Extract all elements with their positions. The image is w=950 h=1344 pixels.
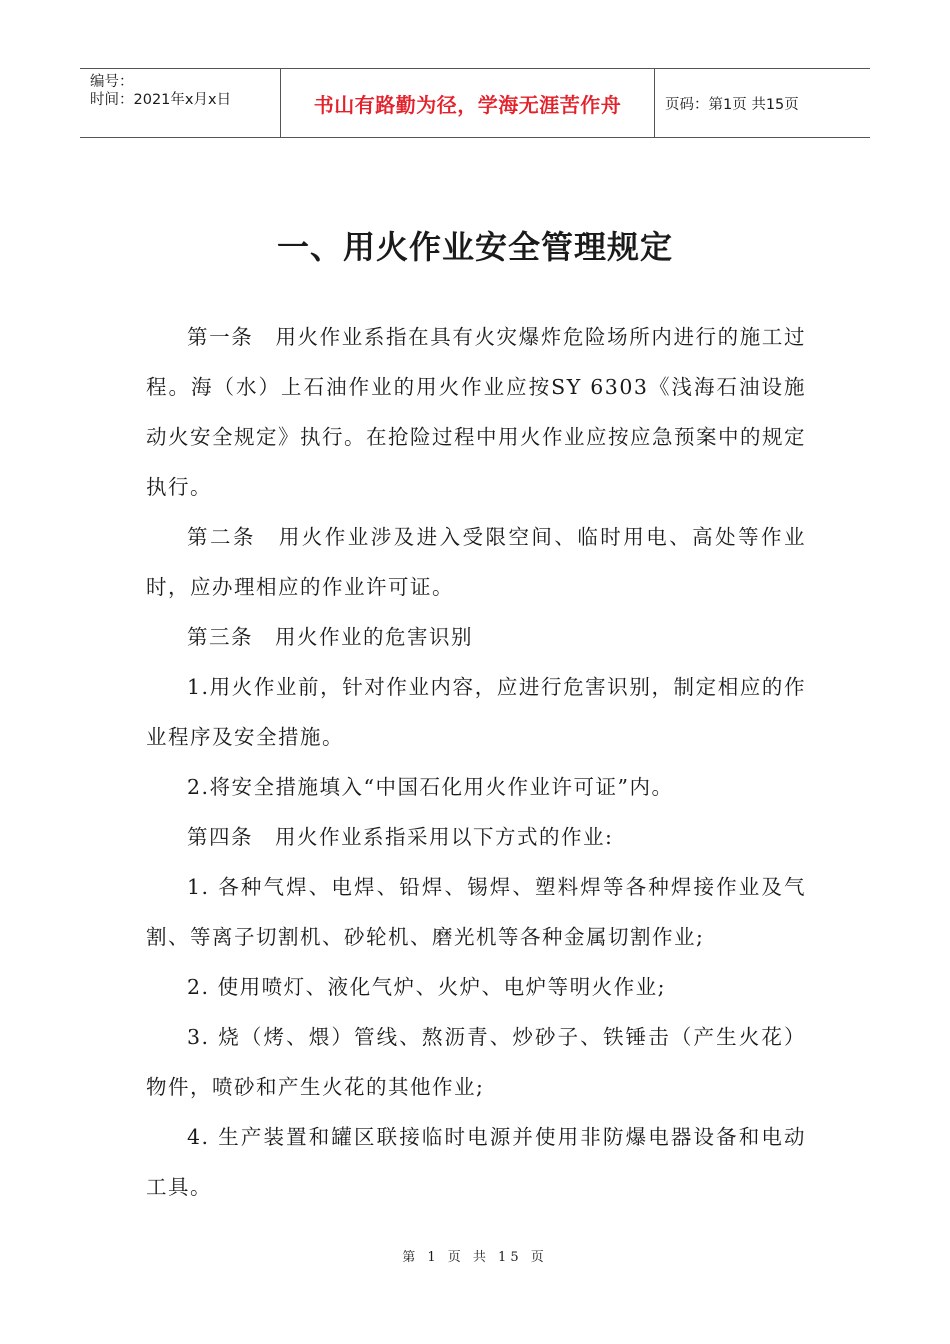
paragraph-article-4: 第四条 用火作业系指采用以下方式的作业: bbox=[187, 825, 614, 849]
document-body bbox=[146, 312, 806, 1212]
paragraph-item: 3. 烧（烤、煨）管线、熬沥青、炒砂子、铁锤击（产生火花）物件，喷砂和产生火花的其他作业; bbox=[146, 1025, 806, 1099]
page-footer: 第 1 页 共 15 页 bbox=[402, 1250, 548, 1265]
header-meta bbox=[80, 69, 281, 137]
paragraph-article-2: 第二条 用火作业涉及进入受限空间、临时用电、高处等作业时，应办理相应的作业许可证。 bbox=[146, 525, 806, 599]
paragraph-article-1: 第一条 用火作业系指在具有火灾爆炸危险场所内进行的施工过程。海（水）上石油作业的用火作业应按SY 6303《浅海石油设施动火安全规定》执行。在抢险过程中用火作业应按应急预案中的规定执行。 bbox=[146, 325, 806, 499]
paragraph-item: 4. 生产装置和罐区联接临时电源并使用非防爆电器设备和电动工具。 bbox=[146, 1125, 806, 1199]
date-label: 时间：2021年x月x日 bbox=[90, 92, 232, 108]
header-motto: 书山有路勤为径，学海无涯苦作舟 bbox=[281, 69, 655, 137]
paragraph-item: 2. 使用喷灯、液化气炉、火炉、电炉等明火作业; bbox=[187, 975, 666, 999]
header-page-info: 页码：第1页 共15页 bbox=[665, 96, 799, 113]
document-title: 一、用火作业安全管理规定 bbox=[276, 228, 673, 266]
page-header bbox=[80, 68, 870, 138]
paragraph-article-3: 第三条 用火作业的危害识别 bbox=[187, 625, 473, 649]
paragraph-item: 1.用火作业前，针对作业内容，应进行危害识别，制定相应的作业程序及安全措施。 bbox=[146, 675, 806, 749]
paragraph-item: 2.将安全措施填入“中国石化用火作业许可证”内。 bbox=[187, 775, 674, 799]
serial-label: 编号： bbox=[90, 74, 134, 90]
paragraph-item: 1. 各种气焊、电焊、铅焊、锡焊、塑料焊等各种焊接作业及气割、等离子切割机、砂轮机、磨光机等各种金属切割作业; bbox=[146, 875, 806, 949]
